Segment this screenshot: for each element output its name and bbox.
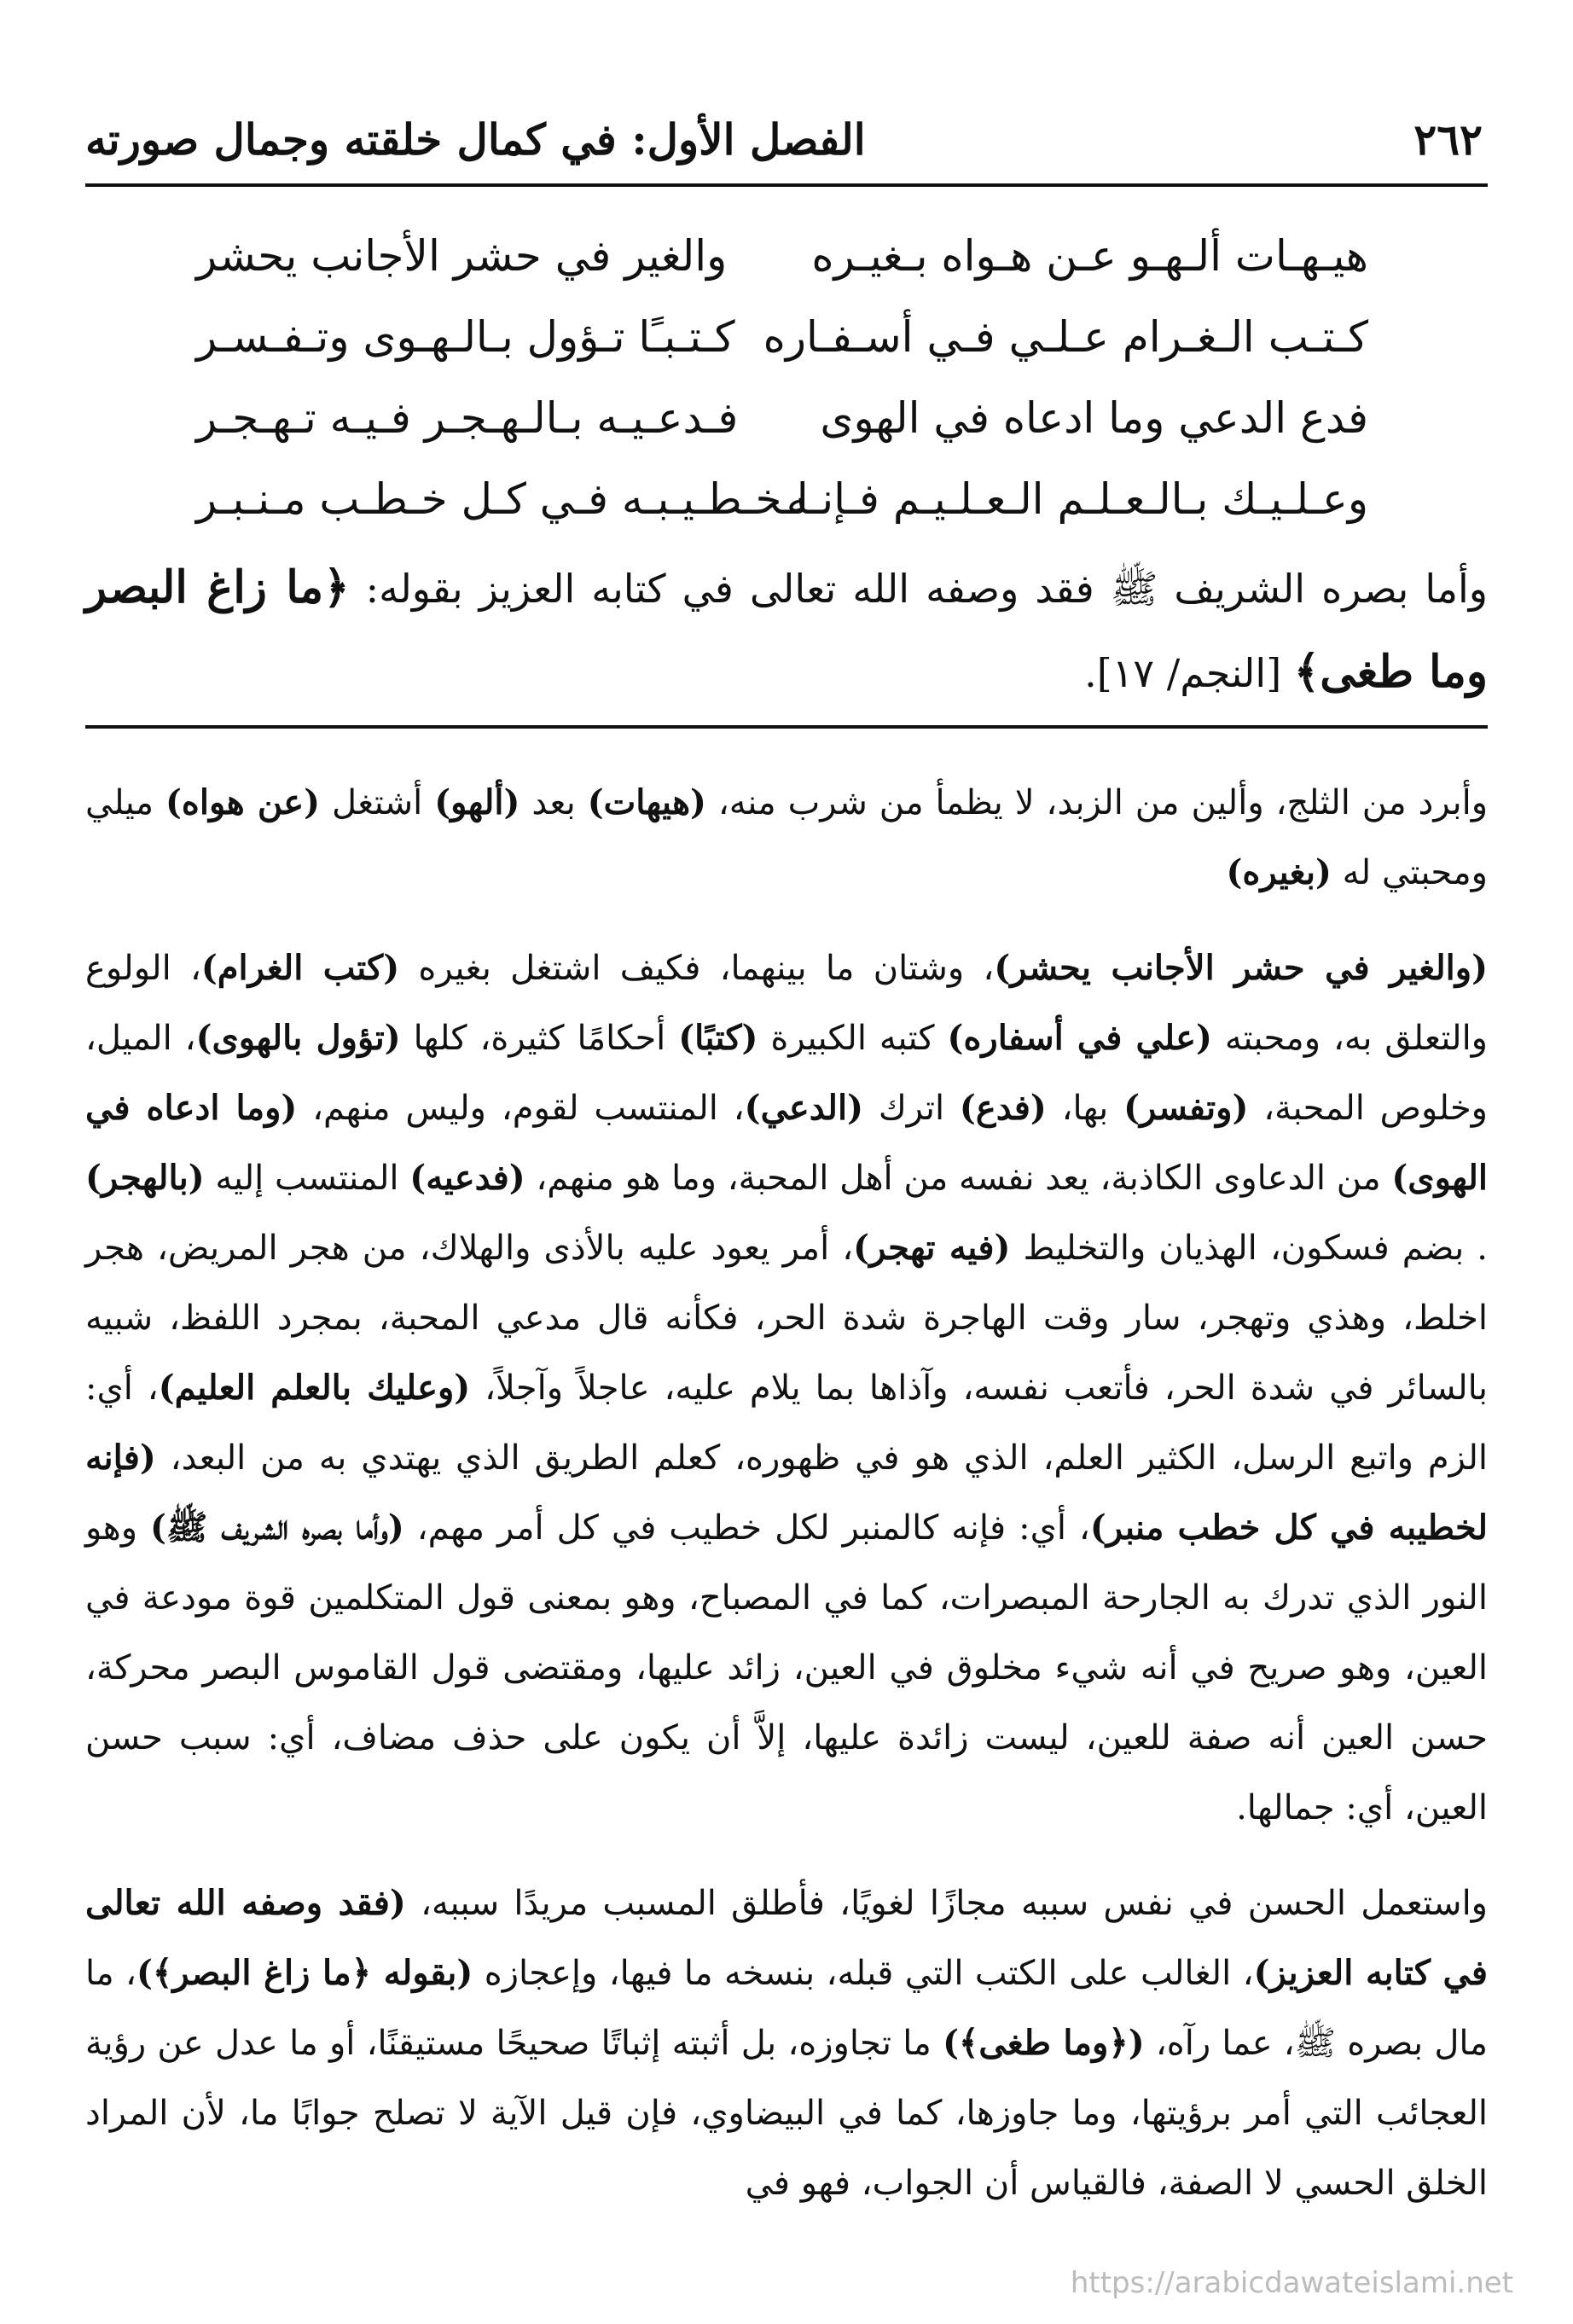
- commentary-text: . بضم فسكون، الهذيان والتخليط: [1010, 1229, 1488, 1268]
- commentary-text: ميلي ومحبتي له: [85, 783, 1488, 892]
- commentary-quoted-term: (بالهجر): [85, 1158, 205, 1198]
- chapter-title: الفصل الأول: في كمال خلقته وجمال صورته: [85, 114, 866, 165]
- commentary-text: ، أي: الزم واتبع الرسل، الكثير العلم، الذي هو في ظهوره، كعلم الطريق الذي يهتدي به من البعد،: [85, 1368, 1488, 1478]
- commentary-quoted-term: (وعليك بالعلم العليم): [158, 1368, 471, 1408]
- commentary-text: ، أمر يعود عليه بالأذى والهلاك، من هجر المريض، هجر اخلط، وهذي وتهجر، سار وقت الهاجرة شدة الحر، فكأنه قال مدعي المحبة، بمجرد اللفظ، شبيه بالسائر في شدة الحر، فأتعب نفسه، وآذاها بما يلام عليه، عاجلاً وآجلاً،: [85, 1229, 1489, 1408]
- commentary-quoted-term: (عن هواه): [165, 782, 321, 822]
- page-number: ٢٦٢: [1413, 114, 1483, 165]
- commentary-quoted-term: (هيهات): [587, 782, 706, 822]
- poem-hemistich-first: فدع الدعي وما ادعاه في الهوى: [820, 393, 1368, 443]
- commentary-text: بها،: [1046, 1089, 1124, 1128]
- commentary-text: ، ما مال بصره ﷺ، عما رآه،: [85, 1954, 1488, 2063]
- poem-line: [196, 303, 1368, 384]
- commentary-quoted-term: (الدعي): [744, 1088, 863, 1128]
- page-header: [85, 102, 1488, 188]
- commentary-text: المنتسب إليه: [204, 1159, 410, 1198]
- poem-hemistich-second: والغير في حشر الأجانب يحشر: [196, 231, 728, 281]
- commentary-text: ، أي: فإنه كالمنبر لكل خطيب في كل أمر مهم،: [403, 1508, 1090, 1548]
- commentary-quoted-term: (وأما بصره الشريف ﷺ): [150, 1508, 404, 1548]
- commentary-quoted-term: (وتفسر): [1123, 1088, 1249, 1128]
- commentary-text: ، المنتسب لقوم، وليس منهم،: [297, 1089, 745, 1128]
- quran-quote: ﴿ما زاغ البصر وما طغى﴾: [85, 561, 1488, 698]
- poem-hemistich-first: وعـلـيـك بـالـعـلـم الـعـلـيـم فـإنـه: [786, 474, 1368, 524]
- header-divider: [85, 183, 1488, 187]
- poem-line: [196, 384, 1368, 465]
- commentary-text: كتبه الكبيرة: [757, 1019, 948, 1058]
- commentary-quoted-term: (بقوله ﴿ما زاغ البصر﴾): [136, 1953, 473, 1993]
- commentary-text: أشتغل: [320, 783, 435, 822]
- commentary-quoted-term: (كتب الغرام): [200, 948, 400, 988]
- commentary-text: ، الغالب على الكتب التي قبله، بنسخه ما فيها، وإعجازه: [473, 1954, 1254, 1993]
- poem-hemistich-second: فـدعـيـه بـالـهـجـر فـيـه تـهـجـر: [196, 393, 739, 443]
- commentary-text: بعد: [519, 783, 588, 822]
- main-text-paragraph: [85, 546, 1488, 715]
- commentary-quoted-term: (فقد وصفه الله تعالى في كتابه العزيز): [85, 1883, 1488, 1993]
- commentary-quoted-term: (فدع): [959, 1088, 1047, 1128]
- commentary-quoted-term: (والغير في حشر الأجانب يحشر): [994, 948, 1489, 988]
- poem-line: [196, 222, 1368, 303]
- commentary-quoted-term: (بغيره): [1226, 852, 1332, 892]
- commentary-quoted-term: (فإنه لخطيبه في كل خطب منبر): [85, 1438, 1489, 1548]
- commentary-quoted-term: (فيه تهجر): [853, 1228, 1011, 1268]
- commentary-text: وهو النور الذي تدرك به الجارحة المبصرات، كما في المصباح، وهو بمعنى قول المتكلمين قوة مودعة في العين، وهو صريح في أنه شيء مخلوق في العين، زائد عليها، ومقتضى قول القاموس البصر محركة، حسن العين أنه صفة للعين، ليست زائدة عليها، إلاَّ أن يكون على حذف مضاف، أي: سبب حسن العين، أي: جمالها.: [85, 1508, 1488, 1827]
- commentary-quoted-term: (ألهو): [434, 782, 520, 822]
- commentary-quoted-term: (تؤول بالهوى): [195, 1018, 401, 1058]
- poem: [196, 222, 1368, 546]
- footnote-divider: [85, 725, 1488, 729]
- commentary-section: [85, 768, 1488, 2244]
- poem-hemistich-first: كـتـب الـغـرام عـلـي فـي أسـفـاره: [763, 312, 1368, 362]
- commentary-text: أحكامًا كثيرة، كلها: [400, 1019, 679, 1058]
- watermark-url: https://arabicdawateislami.net: [1070, 2266, 1513, 2300]
- commentary-quoted-term: (﴿وما طغى﴾): [943, 2023, 1145, 2063]
- commentary-text: ، وشتان ما بينهما، فكيف اشتغل بغيره: [399, 949, 995, 988]
- quran-reference: [النجم/ ١٧].: [1084, 650, 1294, 696]
- commentary-text: ، الولوع والتعلق به، ومحبته: [85, 949, 1488, 1058]
- poem-hemistich-second: لـخـطـيـبـه فـي كـل خـطـب مـنـبـر: [196, 474, 809, 524]
- commentary-paragraph: [85, 768, 1488, 908]
- commentary-text: وأبرد من الثلج، وألين من الزبد، لا يظمأ من شرب منه،: [705, 783, 1489, 822]
- commentary-quoted-term: (علي في أسفاره): [947, 1018, 1212, 1058]
- commentary-text: واستعمل الحسن في نفس سببه مجازًا لغويًا، فأطلق المسبب مريدًا سببه،: [405, 1884, 1488, 1923]
- main-text: وأما بصره الشريف ﷺ فقد وصفه الله تعالى في كتابه العزيز بقوله:: [349, 566, 1488, 612]
- commentary-text: ، الميل، وخلوص المحبة،: [85, 1019, 1488, 1128]
- commentary-quoted-term: (فدعيه): [409, 1158, 525, 1198]
- poem-hemistich-second: كـتـبـًا تـؤول بـالـهـوى وتـفـسـر: [196, 312, 735, 362]
- commentary-paragraph: [85, 933, 1488, 1843]
- commentary-text: من الدعاوى الكاذبة، يعد نفسه من أهل المحبة، وما هو منهم،: [525, 1159, 1392, 1198]
- commentary-quoted-term: (كتبًا): [678, 1018, 758, 1058]
- commentary-quoted-term: (وما ادعاه في الهوى): [85, 1088, 1488, 1198]
- poem-hemistich-first: هيـهـات ألـهـو عـن هـواه بـغيـره: [811, 231, 1368, 281]
- commentary-text: ما تجاوزه، بل أثبته إثباتًا صحيحًا مستيقنًا، أو ما عدل عن رؤية العجائب التي أمر برؤيتها، وما جاوزها، كما في البيضاوي، فإن قيل الآية لا تصلح جوابًا ما، لأن المراد الخلق الحسي لا الصفة، فالقياس أن الجواب، فهو في: [85, 2024, 1488, 2203]
- poem-line: [196, 465, 1368, 546]
- commentary-paragraph: [85, 1868, 1488, 2218]
- commentary-text: اترك: [863, 1089, 960, 1128]
